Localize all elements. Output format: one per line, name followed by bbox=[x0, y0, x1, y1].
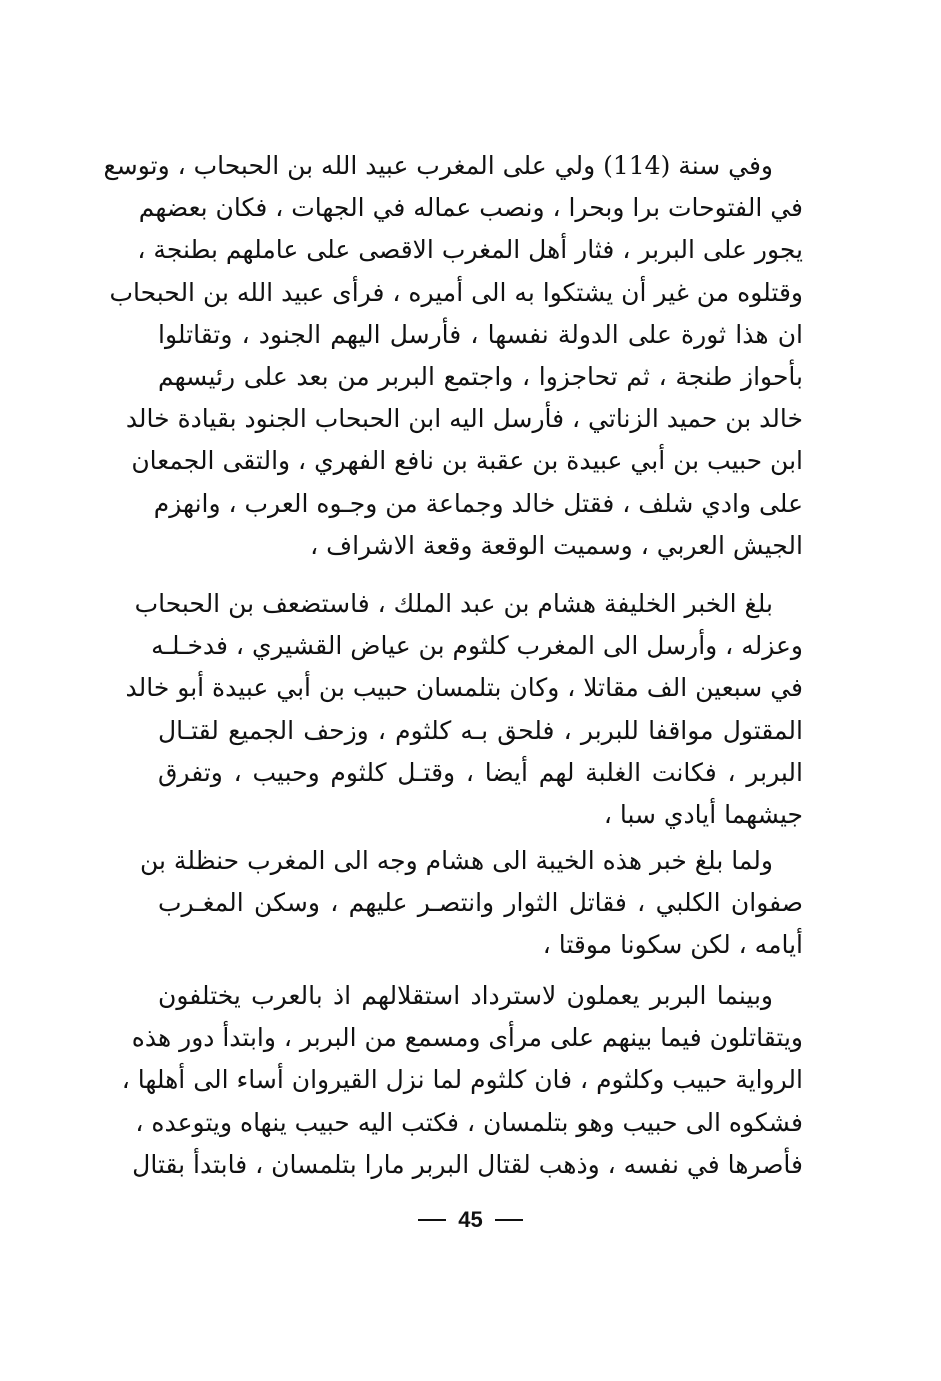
page-number: 45 bbox=[458, 1207, 483, 1232]
paragraph-3 bbox=[140, 840, 803, 967]
text-line: وفي سنة (114) ولي على المغرب عبيد الله بن الحبحاب ، وتوسع bbox=[103, 151, 773, 180]
footer-dash-left bbox=[418, 1219, 446, 1221]
page-footer bbox=[0, 1200, 941, 1240]
text-line: صفوان الكلبي ، فقاتل الثوار وانتصـر عليهم ، وسكن المغـرب bbox=[158, 888, 803, 918]
text-line: البربر ، فكانت الغلبة لهم أيضا ، وقتـل كلثوم وحبيب ، وتفرق bbox=[158, 757, 803, 787]
text-line: ويتقاتلون فيما بينهم على مرأى ومسمع من البربر ، وابتدأ دور هذه bbox=[131, 1023, 803, 1053]
text-line: بلغ الخبر الخليفة هشام بن عبد الملك ، فاستضعف بن الحبحاب bbox=[134, 589, 773, 618]
text-line: في سبعين الف مقاتلا ، وكان بتلمسان حبيب بن أبي عبيدة أبو خالد bbox=[125, 673, 803, 703]
text-line: جيشهما أيادي سبا ، bbox=[603, 799, 803, 829]
text-line: وبينما البربر يعملون لاسترداد استقلالهم اذ بالعرب يختلفون bbox=[158, 981, 773, 1010]
text-line: وعزله ، وأرسل الى المغرب كلثوم بن عياض القشيري ، فدخـلـه bbox=[151, 631, 803, 661]
text-line: وقتلوه من غير أن يشتكوا به الى أميره ، فرأى عبيد الله بن الحبحاب bbox=[109, 277, 803, 307]
text-line: ولما بلغ خبر هذه الخيبة الى هشام وجه الى المغرب حنظلة بن bbox=[140, 846, 773, 875]
text-line: يجور على البربر ، فثار أهل المغرب الاقصى على عاملهم بطنجة ، bbox=[137, 235, 803, 265]
paragraph-4 bbox=[121, 975, 803, 1186]
text-line: فأصرها في نفسه ، وذهب لقتال البربر مارا بتلمسان ، فابتدأ بقتال bbox=[132, 1149, 803, 1179]
text-line: في الفتوحات برا وبحرا ، ونصب عماله في الجهات ، فكان بعضهم bbox=[138, 193, 803, 223]
text-line: أيامه ، لكن سكونا موقتا ، bbox=[542, 930, 803, 960]
text-line: خالد بن حميد الزناتي ، فأرسل اليه ابن الحبحاب الجنود بقيادة خالد bbox=[125, 404, 803, 434]
text-line: المقتول مواقفا للبربر ، فلحق بـه كلثوم ، وزحف الجميع لقتـال bbox=[158, 715, 803, 745]
text-line: الرواية حبيب وكلثوم ، فان كلثوم لما نزل القيروان أساء الى أهلها ، bbox=[121, 1065, 803, 1095]
text-line: ان هذا ثورة على الدولة نفسها ، فأرسل اليهم الجنود ، وتقاتلوا bbox=[158, 319, 803, 349]
text-line: بأحواز طنجة ، ثم تحاجزوا ، واجتمع البربر من بعد على رئيسهم bbox=[158, 361, 803, 391]
paragraph-1 bbox=[103, 145, 803, 567]
paragraph-2 bbox=[125, 583, 803, 836]
text-line: ابن حبيب بن أبي عبيدة بن عقبة بن نافع الفهري ، والتقى الجمعان bbox=[131, 446, 803, 476]
text-line: الجيش العربي ، وسميت الوقعة وقعة الاشراف ، bbox=[310, 530, 803, 560]
text-line: فشكوه الى حبيب وهو بتلمسان ، فكتب اليه حبيب ينهاه ويتوعده ، bbox=[135, 1107, 803, 1137]
text-line: على وادي شلف ، فقتل خالد وجماعة من وجـوه العرب ، وانهزم bbox=[153, 488, 803, 518]
footer-dash-right bbox=[495, 1219, 523, 1221]
